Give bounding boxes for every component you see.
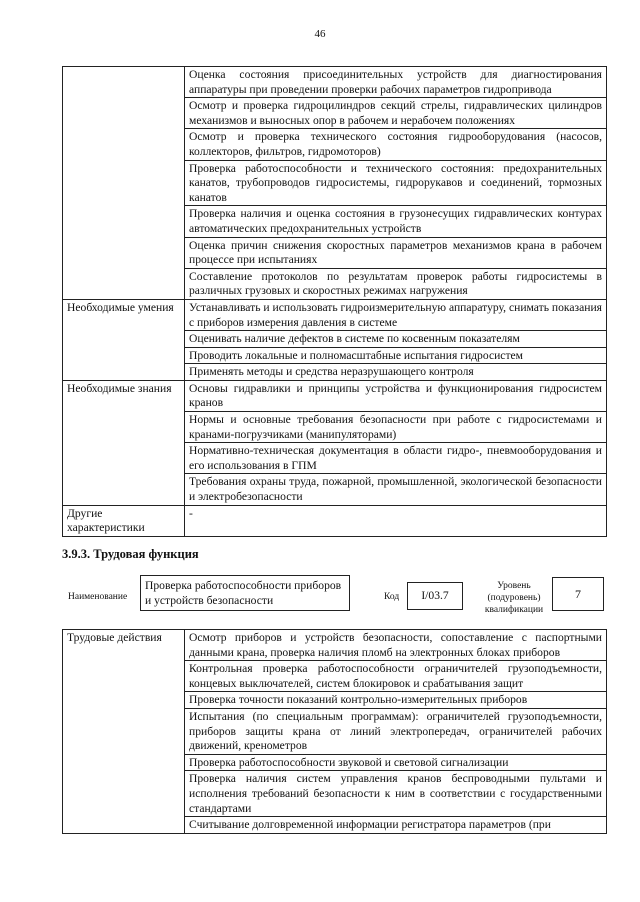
table-cell: Осмотр и проверка технического состояния гидрооборудования (насосов, коллекторов, фильтров, гидромоторов) (185, 129, 607, 160)
table-cell: - (185, 505, 607, 536)
table-row (63, 630, 607, 661)
table-cell: Оценка причин снижения скоростных параметров механизмов крана в рабочем процессе при испытаниях (185, 237, 607, 268)
name-label: Наименование (68, 592, 128, 602)
section-heading: 3.9.3. Трудовая функция (62, 547, 199, 561)
labor-actions-table (62, 629, 607, 834)
table-row (63, 380, 607, 411)
function-header (62, 574, 607, 618)
table-cell: Проводить локальные и полномасштабные испытания гидросистем (185, 347, 607, 364)
table-cell: Осмотр и проверка гидроцилиндров секций стрелы, гидравлических цилиндров механизмов и выносных опор в рабочем и нерабочем положениях (185, 98, 607, 129)
row-label-other: Другие характеристики (63, 505, 185, 536)
table-cell: Оценка состояния присоединительных устройств для диагностирования аппаратуры при проведении проверки рабочих параметров гидропривода (185, 67, 607, 98)
row-label-knowledge: Необходимые знания (63, 380, 185, 505)
table-cell: Испытания (по специальным программам): ограничителей грузоподъемности, приборов защиты крана от линий электропередач, ограничителей рабочих движений, кренометров (185, 708, 607, 754)
table-cell: Проверка точности показаний контрольно-измерительных приборов (185, 692, 607, 709)
code-value: I/03.7 (407, 582, 463, 610)
table-cell: Проверка работоспособности и технического состояния: предохранительных канатов, трубопроводов гидросистемы, гидрорукавов и соединений, тормозных канатов (185, 160, 607, 206)
table-cell: Нормативно-техническая документация в области гидро-, пневмооборудования и его использования в ГПМ (185, 443, 607, 474)
table-cell: Осмотр приборов и устройств безопасности, сопоставление с паспортными данными крана, проверка наличия пломб на электронных блоках приборов (185, 630, 607, 661)
table-row (63, 299, 607, 330)
table-cell: Оценивать наличие дефектов в системе по косвенным показателям (185, 331, 607, 348)
row-label-skills: Необходимые умения (63, 299, 185, 380)
table-cell: Проверка наличия систем управления кранов беспроводными пультами и исполнения требований безопасности к ним в соответствии с государственными стандартами (185, 771, 607, 817)
table-cell: Составление протоколов по результатам проверок работы гидросистемы в различных грузовых и скоростных режимах нагружения (185, 268, 607, 299)
table-row (63, 67, 607, 98)
row-label-actions: Трудовые действия (63, 630, 185, 834)
level-value: 7 (552, 577, 604, 611)
level-label: Уровень (подуровень) квалификации (484, 581, 544, 615)
table-cell: Проверка наличия и оценка состояния в грузонесущих гидравлических контурах автоматических предохранительных устройств (185, 206, 607, 237)
table-row (63, 505, 607, 536)
page-number: 46 (314, 28, 326, 40)
table-cell: Контрольная проверка работоспособности ограничителей грузоподъемности, концевых выключателей, систем блокировок и срабатывания защит (185, 661, 607, 692)
table-cell: Нормы и основные требования безопасности при работе с гидросистемами и кранами-погрузчиками (манипуляторами) (185, 412, 607, 443)
table-cell: Проверка работоспособности звуковой и световой сигнализации (185, 754, 607, 771)
table-cell: Устанавливать и использовать гидроизмерительную аппаратуру, снимать показания с приборов измерения давления в системе (185, 299, 607, 330)
table-cell: Применять методы и средства неразрушающего контроля (185, 364, 607, 381)
code-label: Код (384, 592, 400, 602)
table-cell: Требования охраны труда, пожарной, промышленной, экологической безопасности и электробезопасности (185, 474, 607, 505)
table-cell: Основы гидравлики и принципы устройства и функционирования гидросистем кранов (185, 380, 607, 411)
row-label (63, 67, 185, 300)
table-cell: Считывание долговременной информации регистратора параметров (при (185, 817, 607, 834)
competency-table (62, 66, 607, 537)
name-value: Проверка работоспособности приборов и устройств безопасности (140, 575, 350, 611)
